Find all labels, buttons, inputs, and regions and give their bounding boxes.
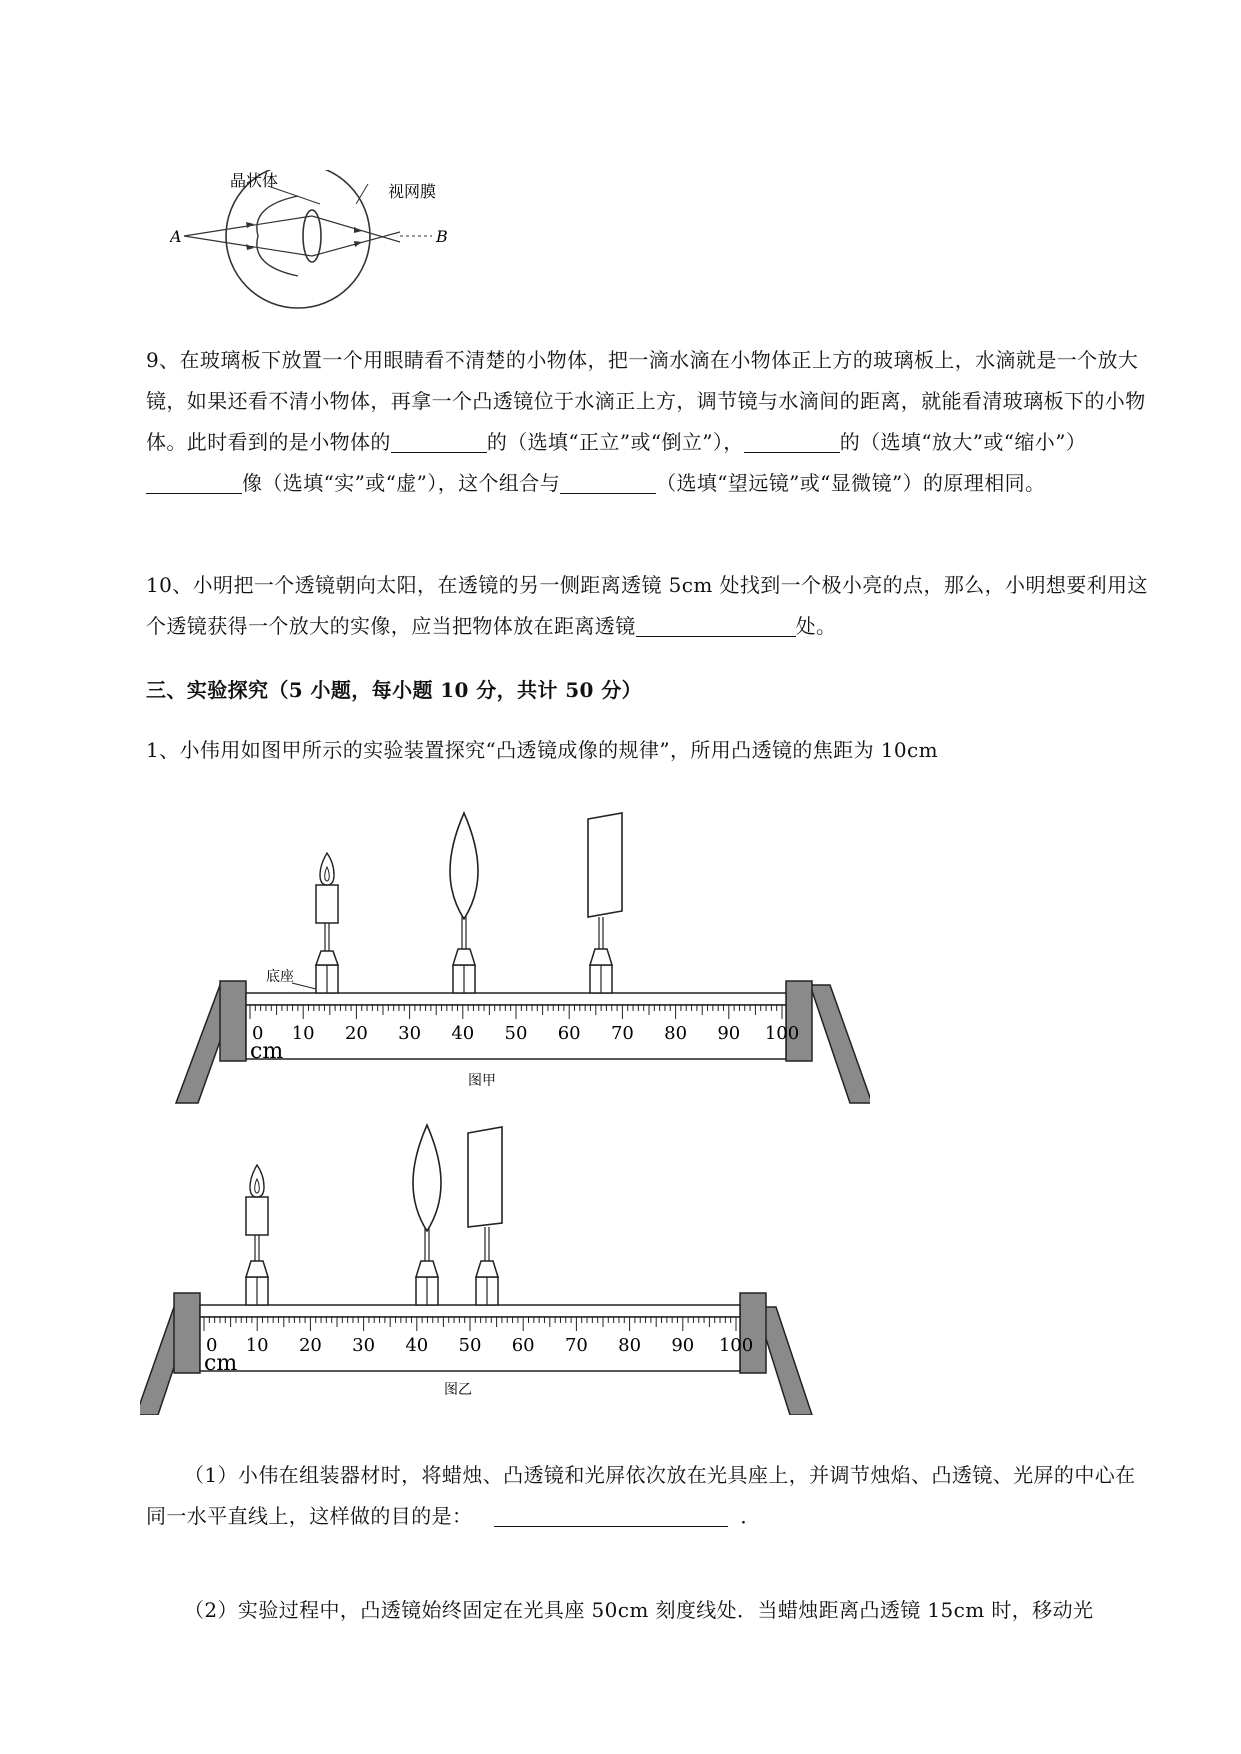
ruler-b-tick-label: 90 (671, 1335, 695, 1356)
ruler-b-tick-label: 60 (511, 1335, 535, 1356)
rail-top (200, 1305, 740, 1317)
ruler-a-tick-label: 70 (610, 1023, 634, 1044)
q9-blank-1[interactable] (391, 426, 487, 453)
lens-holder-a (453, 913, 475, 993)
candle-b (246, 1165, 268, 1235)
screen-holder-b (476, 1227, 498, 1305)
section-3-heading: 三、实验探究（5 小题，每小题 10 分，共计 50 分） (146, 678, 642, 702)
optical-bench-figure-b (140, 1115, 840, 1415)
label-b: B (436, 227, 448, 246)
ruler-b-tick-label: 40 (405, 1335, 429, 1356)
q10-text-2: 处。 (795, 614, 837, 638)
question-10 (146, 565, 1154, 647)
question-9 (146, 340, 1154, 504)
ruler-a-unit: cm (250, 1039, 284, 1064)
screen-holder-a (590, 917, 612, 993)
light-screen-b (468, 1127, 502, 1227)
ruler-a-tick-label: 30 (398, 1023, 422, 1044)
experiment-1-sub-1 (146, 1455, 1154, 1537)
ruler-a-tick-label: 40 (451, 1023, 475, 1044)
experiment-1-intro: 1、小伟用如图甲所示的实验装置探究“凸透镜成像的规律”，所用凸透镜的焦距为 10cm (146, 738, 938, 762)
lens-holder-b (416, 1225, 438, 1305)
ruler-a-tick-label: 80 (664, 1023, 688, 1044)
ruler-a-tick-label: 100 (764, 1023, 800, 1044)
ruler-b-tick-label: 20 (298, 1335, 322, 1356)
ruler-b-tick-label: 50 (458, 1335, 482, 1356)
convex-lens-a (450, 813, 478, 919)
ruler-b-tick-label: 0 (206, 1335, 218, 1356)
candle-holder-b (246, 1235, 268, 1305)
q9-blank-3[interactable] (146, 467, 242, 494)
q9-text-1: 9、在玻璃板下放置一个用眼睛看不清楚的小物体，把一滴水滴在小物体正上方的玻璃板上，水滴就是一个放大镜，如果还看不清小物体，再拿一个凸透镜位于水滴正上方，调节镜与水滴间的距离，就能看清玻璃板下的小物体。此时看到的是小物体的 (146, 348, 1146, 454)
q9-text-5: （选填“望远镜”或“显微镜”）的原理相同。 (656, 471, 1046, 495)
q9-text-3: 的（选填“放大”或“缩小”） (839, 430, 1087, 454)
rail-top (246, 993, 786, 1005)
label-a: A (170, 227, 182, 246)
candle-a (316, 853, 338, 923)
q9-blank-2[interactable] (744, 426, 840, 453)
label-retina: 视网膜 (388, 182, 437, 201)
eye-diagram (170, 170, 470, 320)
right-end-block (786, 981, 812, 1061)
ruler-b-unit: cm (204, 1351, 238, 1376)
ruler-b-tick-label: 70 (564, 1335, 588, 1356)
base-label: 底座 (266, 969, 294, 985)
left-end-block (220, 981, 246, 1061)
candle-holder-a (316, 923, 338, 993)
ruler-a-tick-label: 60 (557, 1023, 581, 1044)
figure-b-caption: 图乙 (444, 1382, 472, 1398)
q9-text-2: 的（选填“正立”或“倒立”）， (486, 430, 744, 454)
optical-bench-figure-a (170, 805, 870, 1105)
light-screen-a (588, 813, 622, 917)
ruler-b-tick-label: 10 (245, 1335, 269, 1356)
q9-blank-4[interactable] (560, 467, 656, 494)
sub1-end: ． (740, 1504, 761, 1528)
ruler-a-tick-label: 0 (252, 1023, 264, 1044)
convex-lens-b (413, 1125, 441, 1231)
right-end-block (740, 1293, 766, 1373)
experiment-1-sub-2: （2）实验过程中，凸透镜始终固定在光具座 50cm 刻度线处．当蜡烛距离凸透镜 15cm 时，移动光 (184, 1598, 1094, 1622)
left-end-block (174, 1293, 200, 1373)
q10-blank[interactable] (636, 610, 796, 637)
ruler-a-tick-label: 20 (344, 1023, 368, 1044)
ruler-b-tick-label: 30 (352, 1335, 376, 1356)
ruler-b-tick-label: 100 (718, 1335, 754, 1356)
ruler-a-tick-label: 90 (717, 1023, 741, 1044)
q9-text-4: 像（选填“实”或“虚”），这个组合与 (242, 471, 561, 495)
right-leg (810, 985, 870, 1103)
ruler-b-tick-label: 80 (618, 1335, 642, 1356)
sub1-blank[interactable] (494, 1500, 728, 1527)
figure-a-caption: 图甲 (468, 1073, 496, 1089)
ruler-a-tick-label: 50 (504, 1023, 528, 1044)
sub1-text: （1）小伟在组装器材时，将蜡烛、凸透镜和光屏依次放在光具座上，并调节烛焰、凸透镜、光屏的中心在同一水平直线上，这样做的目的是： (146, 1463, 1136, 1528)
q10-text-1: 10、小明把一个透镜朝向太阳，在透镜的另一侧距离透镜 5cm 处找到一个极小亮的点，那么，小明想要利用这个透镜获得一个放大的实像，应当把物体放在距离透镜 (146, 573, 1148, 638)
label-lens: 晶状体 (230, 171, 279, 190)
cornea (257, 196, 298, 276)
ruler-a-tick-label: 10 (291, 1023, 315, 1044)
